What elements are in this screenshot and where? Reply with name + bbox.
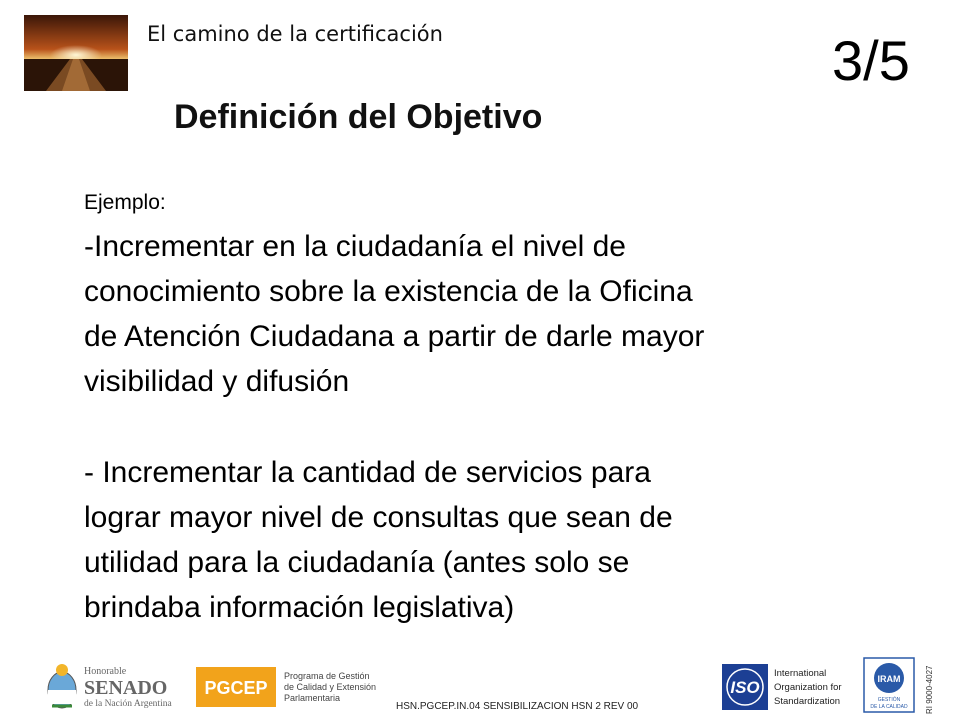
presentation-subtitle: El camino de la certificación	[147, 22, 443, 46]
paragraph-line: visibilidad y difusión	[84, 365, 350, 398]
paragraph-line: -Incrementar en la ciudadanía el nivel de	[84, 230, 626, 263]
svg-text:de Calidad y Extensión: de Calidad y Extensión	[284, 682, 376, 692]
argentina-coat-of-arms-icon	[48, 664, 76, 708]
objective-paragraph-2	[84, 450, 884, 630]
svg-text:ISO: ISO	[730, 678, 760, 697]
svg-text:IRAM: IRAM	[877, 674, 901, 684]
svg-text:GESTIÓN: GESTIÓN	[877, 697, 901, 703]
svg-text:Parlamentaria: Parlamentaria	[284, 693, 341, 703]
iram-registration-number	[918, 660, 942, 716]
svg-text:International: International	[774, 668, 827, 679]
paragraph-line: de Atención Ciudadana a partir de darle mayor	[84, 320, 705, 353]
pgcep-logo	[196, 667, 376, 707]
svg-text:Honorable: Honorable	[84, 666, 127, 677]
svg-text:PGCEP: PGCEP	[204, 678, 268, 698]
svg-text:Organization for: Organization for	[774, 682, 842, 693]
paragraph-line: brindaba información legislativa)	[84, 591, 515, 624]
svg-text:RI 9000-4027: RI 9000-4027	[925, 665, 934, 714]
svg-text:DE LA CALIDAD: DE LA CALIDAD	[870, 704, 908, 710]
paragraph-line: lograr mayor nivel de consultas que sean de	[84, 501, 673, 534]
svg-text:Standardization: Standardization	[774, 696, 841, 707]
header-sunset-photo	[24, 15, 128, 91]
paragraph-line: - Incrementar la cantidad de servicios para	[84, 456, 651, 489]
example-label: Ejemplo:	[84, 191, 166, 214]
objective-paragraph-1	[84, 224, 884, 404]
paragraph-line: utilidad para la ciudadanía (antes solo se	[84, 546, 630, 579]
document-code: HSN.PGCEP.IN.04 SENSIBILIZACION HSN 2 REV 00	[396, 701, 639, 712]
svg-text:de la Nación Argentina: de la Nación Argentina	[84, 699, 172, 709]
svg-text:SENADO: SENADO	[84, 677, 168, 699]
paragraph-line: conocimiento sobre la existencia de la Oficina	[84, 275, 693, 308]
iram-logo	[862, 656, 920, 714]
slide-title: Definición del Objetivo	[174, 98, 543, 136]
senado-logo	[40, 660, 190, 712]
slide-counter: 3/5	[832, 29, 910, 92]
svg-text:Programa de Gestión: Programa de Gestión	[284, 671, 370, 681]
iso-logo	[722, 662, 854, 712]
